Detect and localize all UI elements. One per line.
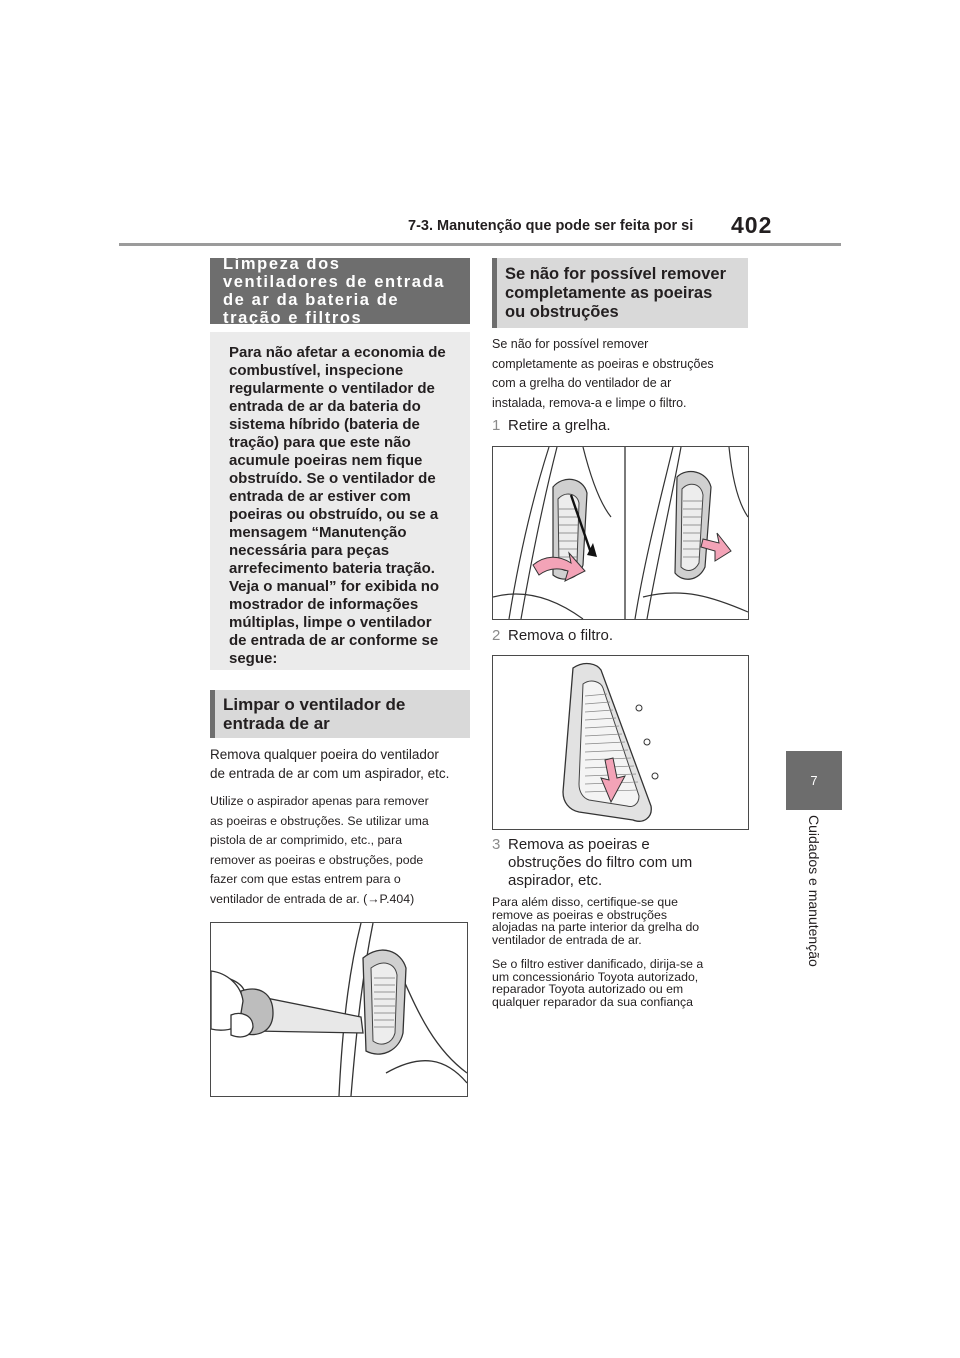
figure-remove-filter — [492, 655, 749, 830]
chapter-title: Cuidados e manutenção — [806, 815, 822, 967]
step-text: Remova o filtro. — [508, 627, 614, 644]
note-damaged-filter: Se o filtro estiver danificado, dirija-se a um concessionário Toyota autorizado, reparador Toyota autorizado ou em qualquer reparador da sua confiança — [492, 957, 704, 1009]
main-heading-text: Limpeza dos ventiladores de entrada de ar da bateria de tração e filtros — [223, 255, 446, 327]
step-3 — [492, 836, 754, 892]
step-2 — [492, 627, 754, 647]
right-heading: Se não for possível remover completamente as poeiras ou obstruções — [492, 258, 748, 328]
step-1 — [492, 417, 754, 437]
page-number: 402 — [731, 212, 773, 238]
right-intro: Se não for possível remover completamente as poeiras e obstruções com a grelha do ventilador de ar instalada, remova-a e limpe o filtro. — [492, 337, 714, 410]
vacuum-illustration — [211, 923, 467, 1096]
main-heading — [210, 255, 470, 327]
sub-heading: Limpar o ventilador de entrada de ar — [210, 690, 470, 738]
step-text: Remova as poeiras e obstruções do filtro com um aspirador, etc. — [508, 836, 693, 889]
paragraph-warning: Utilize o aspirador apenas para remover as poeiras e obstruções. Se utilizar uma pistola de ar comprimido, etc., para remover as poeiras e obstruções, pode fazer com que estas entrem para o ventilador de entrada de ar. (→P.404) — [210, 794, 429, 906]
section-title: 7-3. Manutenção que pode ser feita por si — [408, 218, 694, 234]
paragraph-vacuum: Remova qualquer poeira do ventilador de entrada de ar com um aspirador, etc. — [210, 747, 450, 781]
step-text: Retire a grelha. — [508, 417, 611, 434]
figure-vacuum-vent — [210, 922, 468, 1097]
intro-box: Para não afetar a economia de combustível, inspecione regularmente o ventilador de entrada de ar da bateria do sistema híbrido (bateria de tração) para que este não acumule poeiras nem fique obstruído. Se o ventilador de entrada de ar estiver com poeiras ou obstruído, ou se a mensagem “Manutenção necessária para peças arrefecimento bateria tração. Veja o manual” for exibida no mostrador de informações múltiplas, limpe o ventilador de entrada de ar conforme se segue: — [210, 332, 470, 670]
filter-illustration — [493, 656, 748, 829]
step-number: 2 — [492, 627, 501, 644]
step-number: 3 — [492, 836, 501, 853]
note-grille-interior: Para além disso, certifique-se que remove as poeiras e obstruções alojadas na parte interior da grelha do ventilador de entrada de ar. — [492, 895, 700, 947]
header-divider — [119, 243, 841, 246]
chapter-tab: 7 — [786, 751, 842, 810]
figure-remove-grille — [492, 446, 749, 620]
step-number: 1 — [492, 417, 501, 434]
grille-illustration — [493, 447, 748, 619]
